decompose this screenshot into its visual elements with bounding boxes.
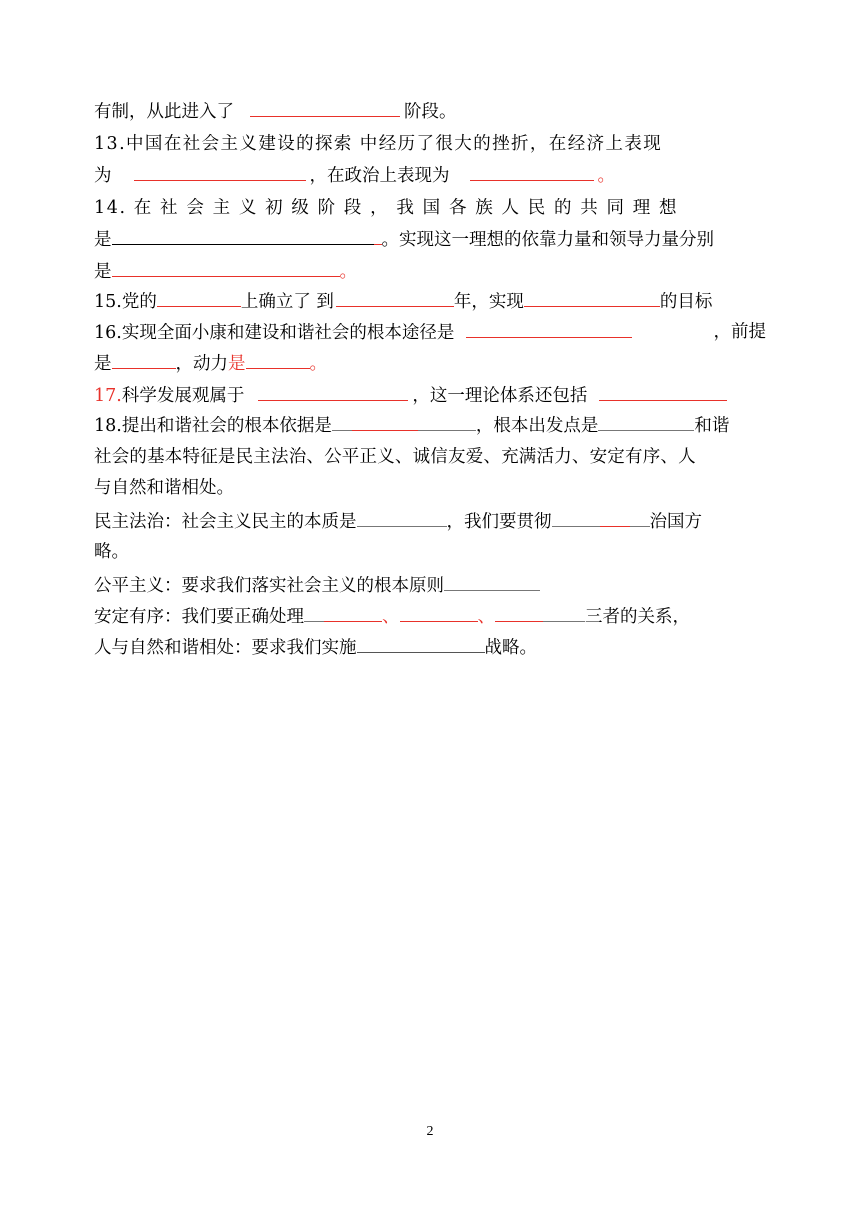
fill-blank[interactable]	[112, 256, 340, 277]
fill-blank[interactable]	[112, 348, 176, 369]
text: 治国方	[649, 512, 702, 532]
fill-blank	[324, 601, 382, 622]
fill-blank[interactable]	[598, 410, 694, 431]
text-line	[94, 286, 766, 316]
fill-blank[interactable]	[357, 632, 485, 653]
fill-blank[interactable]	[304, 601, 324, 622]
text: 是	[94, 262, 112, 282]
text: 、	[477, 607, 495, 627]
text: 。	[597, 166, 615, 186]
text: 和谐	[694, 416, 730, 436]
text: 为	[94, 166, 112, 186]
text-line	[94, 160, 766, 190]
fill-blank[interactable]	[400, 601, 478, 622]
fill-blank	[543, 601, 585, 622]
fill-blank[interactable]	[357, 506, 447, 527]
text: 安定有序：我们要正确处理	[94, 607, 304, 627]
text: 战略。	[484, 638, 537, 658]
text-line	[94, 224, 766, 254]
text-line	[94, 96, 766, 126]
text: ，前提	[713, 322, 766, 342]
text-line	[94, 632, 766, 662]
fill-blank[interactable]	[250, 96, 400, 117]
text: 公平主义：要求我们落实社会主义的根本原则	[94, 576, 444, 596]
text-line	[94, 317, 766, 347]
fill-blank[interactable]	[246, 348, 310, 369]
fill-blank[interactable]	[332, 410, 352, 431]
question-18: 18.提出和谐社会的根本依据是	[94, 416, 332, 436]
fill-blank[interactable]	[599, 380, 727, 401]
text: 。	[339, 262, 357, 282]
text: 是	[228, 354, 246, 374]
question-17: 科学发展观属于	[121, 386, 245, 406]
text: ，我们要贯彻	[446, 512, 552, 532]
text-line	[94, 193, 766, 223]
fill-blank[interactable]	[524, 286, 660, 307]
text: ，这一理论体系还包括	[412, 386, 588, 406]
text: 、	[382, 607, 400, 627]
text-line	[94, 537, 766, 567]
fill-blank[interactable]	[470, 160, 594, 181]
fill-blank[interactable]	[495, 601, 543, 622]
text: 是	[94, 230, 112, 250]
text-line	[94, 442, 766, 472]
text: 人与自然和谐相处：要求我们实施	[94, 638, 357, 658]
text-line	[94, 380, 766, 410]
text: 三者的关系，	[585, 607, 690, 627]
text: 民主法治：社会主义民主的本质是	[94, 512, 357, 532]
text-line	[94, 473, 766, 503]
text: 有制，从此进入了	[94, 102, 234, 122]
question-16: 16.实现全面小康和建设和谐社会的根本途径是	[94, 323, 455, 343]
text: 略。	[94, 542, 129, 562]
fill-blank[interactable]	[336, 286, 454, 307]
page-number: 2	[426, 1124, 434, 1139]
fill-blank[interactable]	[157, 286, 241, 307]
text-line	[94, 601, 766, 631]
text: 。实现这一理想的依靠力量和领导力量分别	[381, 230, 714, 250]
text: ，在政治上表现为	[309, 166, 450, 186]
text-line	[94, 570, 766, 600]
fill-blank	[352, 410, 418, 431]
text-line	[94, 256, 766, 286]
fill-blank[interactable]	[258, 380, 408, 401]
fill-blank[interactable]	[112, 224, 374, 245]
text: 是	[94, 354, 112, 374]
fill-blank[interactable]	[444, 570, 540, 591]
text: 。	[309, 354, 327, 374]
text-line	[94, 129, 766, 159]
fill-blank	[630, 506, 650, 527]
question-number: 17.	[94, 386, 122, 406]
fill-blank	[600, 506, 630, 527]
text: 阶段。	[404, 102, 457, 122]
text-line	[94, 506, 766, 536]
fill-blank[interactable]	[552, 506, 600, 527]
text: ，动力	[175, 354, 228, 374]
text-line	[94, 348, 766, 378]
text: 社会的基本特征是民主法治、公平正义、诚信友爱、充满活力、安定有序、人	[94, 447, 696, 467]
question-13: 13.中国在社会主义建设的探索 中经历了很大的挫折，在经济上表现	[94, 134, 663, 154]
text: 与自然和谐相处。	[94, 478, 234, 498]
fill-blank	[418, 410, 476, 431]
fill-blank-mark	[374, 224, 382, 245]
text: 上确立了 到	[240, 292, 334, 312]
text: 的目标	[659, 292, 713, 312]
fill-blank[interactable]	[134, 160, 306, 181]
question-15: 15.党的	[94, 292, 157, 312]
question-14: 14. 在 社 会 主 义 初 级 阶 段 ， 我 国 各 族 人 民 的 共 同 理 想	[94, 198, 679, 218]
text: ，根本出发点是	[475, 416, 599, 436]
text-line	[94, 410, 766, 440]
text: 年，实现	[453, 292, 524, 312]
fill-blank[interactable]	[466, 317, 632, 338]
